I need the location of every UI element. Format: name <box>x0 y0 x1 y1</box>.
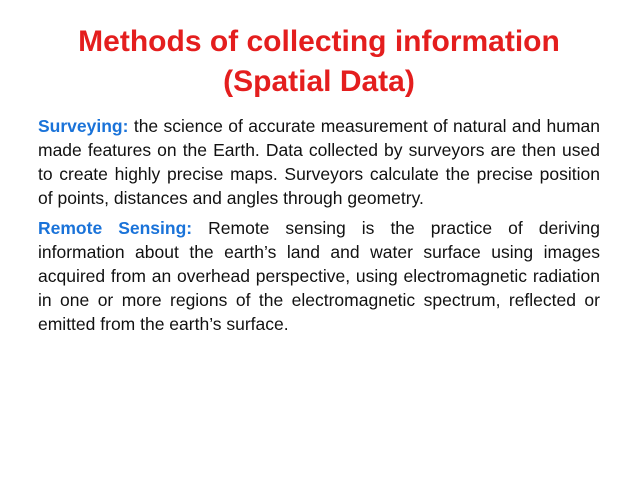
paragraph-remote-sensing <box>38 216 600 336</box>
term-surveying: Surveying: <box>38 116 129 136</box>
text-surveying: the science of accurate measurement of natural and human made features on the Earth. Data collected by surveyors are then used to create highly precise maps. Surveyors calculate the precise position of points, distances and angles through geometry. <box>38 116 600 208</box>
slide-body <box>38 114 600 336</box>
paragraph-surveying <box>38 114 600 210</box>
title-line-2: (Spatial Data) <box>223 65 415 98</box>
term-remote-sensing: Remote Sensing: <box>38 218 193 238</box>
slide-title <box>38 22 600 102</box>
title-line-1: Methods of collecting information <box>78 25 560 58</box>
text-remote-sensing: Remote sensing is the practice of deriving information about the earth’s land and water surface using images acquired from an overhead perspective, using electromagnetic radiation in one or more regions of the electromagnetic spectrum, reflected or emitted from the earth’s surface. <box>38 218 600 334</box>
